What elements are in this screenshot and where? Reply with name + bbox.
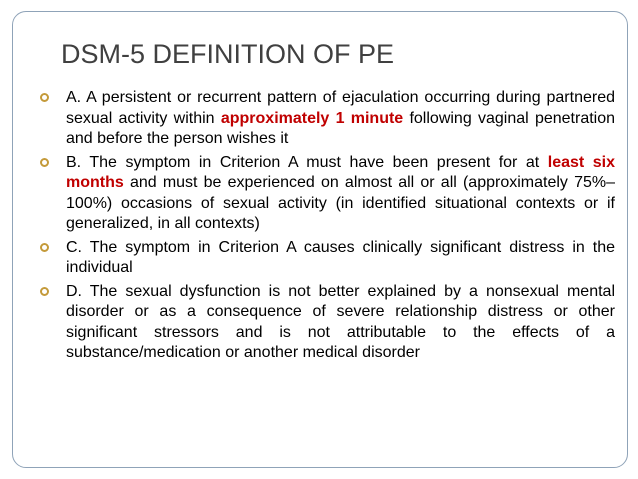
criterion-c-text: C. The symptom in Criterion A causes clinically significant distress in the individual [66, 238, 615, 276]
criterion-a-text-end: following vaginal penetration and before the person wishes it [66, 109, 616, 147]
criterion-a-text-start: A. A persistent or recurrent pattern of ejaculation occurring during partnered sexual activity within [66, 89, 615, 127]
criterion-d [35, 282, 615, 364]
criterion-b-text-end: and must be experienced on almost all or all (approximately 75%–100%) occasions of sexual activity (in identified situational contexts or if generalized, in all contexts) [66, 174, 615, 232]
criterion-d-text: D. The sexual dysfunction is not better explained by a nonsexual mental disorder or as a consequence of severe relationship distress or other significant stressors and is not attributable to the effects of a substance/medication or another medical disorder [66, 282, 615, 361]
criterion-b-text-start: B. The symptom in Criterion A must have been present for at [66, 153, 548, 171]
bullet-circle-icon [40, 158, 49, 167]
slide-frame [12, 11, 628, 468]
criterion-a-highlight: approximately 1 minute [220, 109, 404, 127]
slide-title: DSM-5 DEFINITION OF PE [61, 39, 395, 69]
criterion-c [35, 238, 615, 279]
criterion-b [35, 153, 615, 235]
criterion-b-highlight: least six months [66, 153, 616, 191]
bullet-circle-icon [40, 287, 49, 296]
criterion-a [35, 88, 615, 150]
bullet-circle-icon [40, 93, 49, 102]
criteria-list [35, 88, 615, 367]
bullet-circle-icon [40, 243, 49, 252]
